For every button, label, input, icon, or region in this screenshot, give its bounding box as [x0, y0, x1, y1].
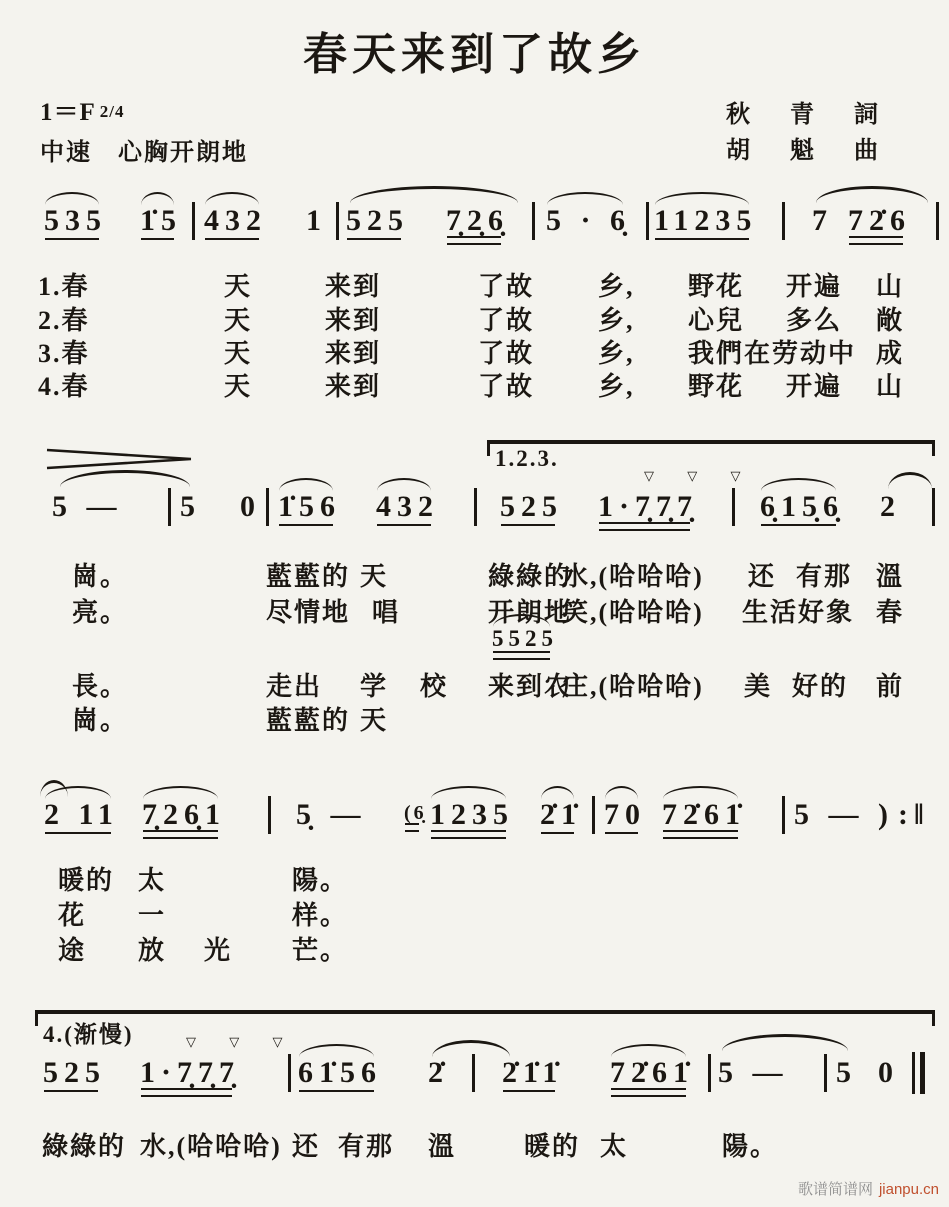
barline	[268, 796, 271, 834]
barline	[646, 202, 649, 240]
key-signature	[40, 92, 125, 128]
notes-measure: 2 11	[44, 798, 119, 831]
notes-measure: 525	[500, 490, 563, 523]
lyric-syllable: 来到	[325, 339, 382, 368]
barline	[288, 1054, 291, 1092]
lyric-syllable: 敞	[876, 306, 905, 335]
lyric-syllable: 乡,	[598, 372, 635, 401]
notes-measure: 72̇61̇	[662, 798, 746, 831]
lyric-syllable: 水,(哈哈哈)	[562, 562, 704, 591]
song-title: 春天来到了故乡	[303, 30, 646, 79]
volta-label: 4.(渐慢)	[43, 1022, 134, 1047]
barline	[336, 202, 339, 240]
notes-measure: 5 —	[52, 490, 123, 523]
barline	[168, 488, 171, 526]
slur-arc	[350, 186, 518, 203]
barline	[824, 1054, 827, 1092]
repeat-sign: :‖	[898, 798, 930, 831]
lyric-syllable: 了故	[478, 372, 535, 401]
lyric-syllable: 尽情地	[266, 598, 351, 627]
decrescendo-hairpin	[45, 448, 193, 470]
lyric-syllable: 4.春	[38, 372, 90, 401]
lyric-syllable: 水,(哈哈哈)	[140, 1132, 282, 1161]
lyric-syllable: 走出	[266, 672, 323, 701]
notes-measure: 1·7̣7̣7̣	[598, 490, 699, 523]
lyric-syllable: 一	[138, 901, 167, 930]
accent-marks: ▽ ▽ ▽	[644, 468, 756, 483]
notes-measure: 2̇1̇	[540, 798, 582, 831]
lyric-syllable: 生活好象	[742, 598, 855, 627]
lyric-syllable: 来到	[325, 306, 382, 335]
lyric-syllable: 山	[876, 272, 905, 301]
lyric-syllable: 芒。	[292, 936, 349, 965]
lyricist-credit: 秋 青 詞	[726, 102, 886, 128]
lyric-syllable: 天	[224, 372, 253, 401]
lyric-syllable: 藍藍的	[266, 706, 351, 735]
lyric-syllable: 崗。	[72, 706, 129, 735]
notes-measure: 525	[346, 204, 409, 237]
notes-measure: 535	[44, 204, 107, 237]
lyric-syllable: 乡,	[598, 339, 635, 368]
lyric-syllable: 美	[744, 672, 773, 701]
lyric-syllable: 样。	[292, 901, 349, 930]
lyric-syllable: 2.春	[38, 306, 90, 335]
barline	[782, 202, 785, 240]
lyric-syllable: 心兒	[688, 306, 745, 335]
lyric-syllable: 来到	[325, 372, 382, 401]
lyric-syllable: 暖的	[524, 1132, 581, 1161]
notes-measure: 72̇61̇	[610, 1056, 694, 1089]
lyric-syllable: 藍藍的	[266, 562, 351, 591]
watermark-site-name: 歌谱简谱网	[797, 1181, 873, 1198]
notes-measure: 5 · 6̣	[546, 204, 632, 237]
lyric-syllable: 1.春	[38, 272, 90, 301]
lyric-syllable: 溫	[876, 562, 905, 591]
lyric-syllable: 野花	[688, 372, 745, 401]
notes-measure: 5	[180, 490, 201, 523]
notes-measure: 5̣ —	[296, 798, 367, 831]
lyric-syllable: 崗。	[72, 562, 129, 591]
barline	[266, 488, 269, 526]
notes-measure: 5 —	[718, 1056, 789, 1089]
barline	[532, 202, 535, 240]
lyric-syllable: 有那	[796, 562, 853, 591]
notes-measure: 70	[604, 798, 646, 831]
lyric-syllable: 来到	[325, 272, 382, 301]
notes-measure: 2̇1̇1̇	[502, 1056, 564, 1089]
lyric-syllable: 来到农	[488, 672, 573, 701]
lyric-syllable: 还	[748, 562, 777, 591]
barline	[936, 202, 939, 240]
lyric-syllable: 我們在劳动中	[688, 339, 857, 368]
notes-measure: 7	[812, 204, 833, 237]
barline	[932, 488, 935, 526]
notes-measure: 432	[376, 490, 439, 523]
notes-measure: 7̣2̣6̣	[446, 204, 509, 237]
composer-credit: 胡 魁 曲	[726, 138, 886, 164]
lyric-syllable: 庄,(哈哈哈)	[562, 672, 704, 701]
lyric-syllable: 綠綠的	[42, 1132, 127, 1161]
lyric-syllable: 亮。	[72, 598, 129, 627]
lyric-syllable: 了故	[478, 306, 535, 335]
notes-measure: 0	[240, 490, 261, 523]
lyric-syllable: 乡,	[598, 306, 635, 335]
lyric-syllable: 好的	[792, 672, 849, 701]
lyric-syllable: 花	[58, 901, 87, 930]
notes-measure: 0	[878, 1056, 899, 1089]
lyric-syllable: 3.春	[38, 339, 90, 368]
barline	[732, 488, 735, 526]
lyric-syllable: 光	[204, 936, 233, 965]
lyric-syllable: 太	[138, 866, 167, 895]
barline	[782, 796, 785, 834]
accent-marks: ▽ ▽ ▽	[186, 1034, 298, 1049]
lyric-syllable: 成	[876, 339, 905, 368]
notes-measure: 72̇6	[848, 204, 911, 237]
barline	[474, 488, 477, 526]
notes-measure: 11235	[654, 204, 758, 237]
notes-measure: 525	[43, 1056, 106, 1089]
notes-measure: 2	[880, 490, 901, 523]
lyric-syllable: 多么	[786, 306, 843, 335]
lyric-syllable: 溫	[428, 1132, 457, 1161]
barline	[192, 202, 195, 240]
lyric-syllable: 途	[58, 936, 87, 965]
notes-measure: 5 — )	[794, 798, 894, 831]
notes-measure: 7̣26̣1	[142, 798, 226, 831]
lyric-syllable: 綠綠的	[488, 562, 573, 591]
notes-measure: 1̇56	[278, 490, 341, 523]
lyric-syllable: 春	[876, 598, 905, 627]
lyric-syllable: 唱	[372, 598, 401, 627]
lyric-syllable: 放	[138, 936, 167, 965]
volta-label: 1.2.3.	[495, 446, 559, 471]
lyric-syllable: 陽。	[722, 1132, 779, 1161]
final-barline-thick	[920, 1052, 925, 1094]
tempo-marking: 中速 心胸开朗地	[40, 140, 248, 166]
lyric-syllable: 長。	[72, 672, 129, 701]
slur-arc	[816, 186, 928, 203]
lyric-syllable: 了故	[478, 339, 535, 368]
time-signature: 2/4	[99, 102, 125, 121]
barline	[592, 796, 595, 834]
lyric-syllable: 学	[360, 672, 389, 701]
lyric-syllable: 天	[224, 339, 253, 368]
lyric-syllable: 天	[360, 562, 389, 591]
lyric-syllable: 陽。	[292, 866, 349, 895]
notes-measure: 432	[204, 204, 267, 237]
notes-measure: 1·7̣7̣7̣	[140, 1056, 241, 1089]
inline-notes: 5525	[492, 626, 558, 651]
notes-measure: 1235	[430, 798, 514, 831]
lyric-syllable: 天	[224, 272, 253, 301]
lyric-syllable: 开遍	[786, 272, 843, 301]
lyric-syllable: 开朗地	[488, 598, 573, 627]
lyric-syllable: 笑,(哈哈哈)	[562, 598, 704, 627]
barline	[708, 1054, 711, 1092]
lyric-syllable: 乡,	[598, 272, 635, 301]
notes-measure: 1̇5	[140, 204, 182, 237]
lyric-syllable: 太	[600, 1132, 629, 1161]
lyric-syllable: 校	[420, 672, 449, 701]
lyric-syllable: 天	[224, 306, 253, 335]
lyric-syllable: 山	[876, 372, 905, 401]
lyric-syllable: 天	[360, 706, 389, 735]
barline	[472, 1054, 475, 1092]
final-barline-thin	[912, 1052, 915, 1094]
watermark	[798, 1178, 939, 1199]
notes-measure: 5	[836, 1056, 857, 1089]
notes-measure: 1	[306, 204, 327, 237]
notes-measure: 61̇56	[298, 1056, 382, 1089]
watermark-site-link[interactable]: jianpu.cn	[878, 1181, 939, 1198]
lyric-syllable: 了故	[478, 272, 535, 301]
cue-note: (6̣	[404, 802, 427, 824]
notes-measure: 6̣15̣6̣	[760, 490, 844, 523]
key-label: 1＝F	[40, 99, 96, 126]
notes-measure: 2̇	[428, 1056, 449, 1089]
lyric-syllable: 暖的	[58, 866, 115, 895]
lyric-syllable: 开遍	[786, 372, 843, 401]
lyric-syllable: 有那	[338, 1132, 395, 1161]
lyric-syllable: 野花	[688, 272, 745, 301]
lyric-syllable: 前	[876, 672, 905, 701]
tie-arc	[60, 470, 190, 487]
lyric-syllable: 还	[292, 1132, 321, 1161]
